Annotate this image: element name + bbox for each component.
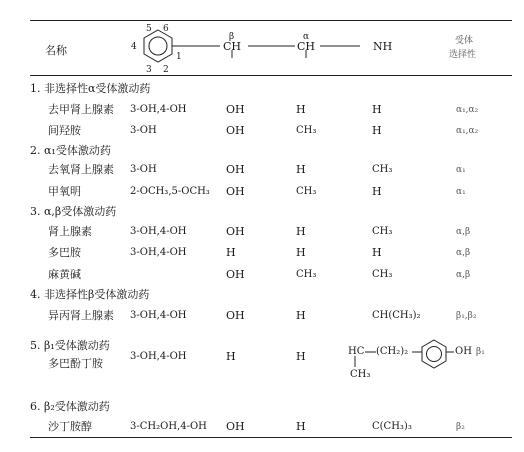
beta-position-label: β [229, 32, 235, 42]
drug-name: 异丙肾上腺素 [48, 309, 114, 322]
drug-name: 去氧肾上腺素 [48, 163, 114, 176]
alpha-substituent: H [296, 163, 306, 176]
receptor-selectivity: β₁,β₂ [456, 311, 477, 321]
header-selectivity-line1: 受体 [455, 36, 474, 46]
ring-number-5: 5 [146, 24, 152, 34]
receptor-selectivity: α₁ [456, 187, 466, 197]
alpha-position-label: α [303, 32, 310, 42]
alpha-substituent: H [296, 103, 306, 116]
amine-substituent: CH₃ [372, 269, 393, 280]
beta-substituent: OH [226, 309, 245, 322]
ring-substituent: 3-CH₂OH,4-OH [130, 421, 207, 432]
drug-name: 甲氧明 [48, 185, 81, 198]
receptor-selectivity: α₁,α₂ [456, 126, 479, 136]
dobutamine-hc-group: HC [348, 346, 365, 357]
drug-name: 麻黄碱 [48, 268, 81, 281]
amine-substituent: C(CH₃)₃ [372, 421, 412, 432]
ring-number-6: 6 [163, 24, 169, 34]
beta-substituent: OH [226, 103, 245, 116]
beta-substituent: OH [226, 185, 245, 198]
receptor-selectivity: β₂ [456, 422, 465, 432]
alpha-substituent: H [296, 225, 306, 238]
section-title: 5. β₁受体激动药 [30, 339, 110, 352]
beta-substituent: H [226, 246, 236, 259]
amine-substituent: CH₃ [372, 164, 393, 175]
amine-substituent: H [372, 185, 382, 198]
alpha-substituent: CH₃ [296, 269, 317, 280]
ring-substituent: 3-OH,4-OH [130, 104, 187, 115]
alpha-carbon-group: CH [297, 40, 316, 53]
ring-substituent: 3-OH [130, 164, 157, 175]
amine-substituent: CH(CH₃)₂ [372, 310, 421, 321]
beta-substituent: OH [226, 225, 245, 238]
receptor-selectivity: α,β [456, 227, 471, 237]
alpha-substituent: H [296, 420, 306, 433]
drug-name: 去甲肾上腺素 [48, 103, 114, 116]
beta-substituent: OH [226, 163, 245, 176]
dobutamine-phenyl-structure [340, 330, 470, 380]
header-name-column: 名称 [45, 44, 67, 57]
beta-substituent: OH [226, 268, 245, 281]
receptor-selectivity: α₁,α₂ [456, 105, 479, 115]
drug-name: 多巴胺 [48, 246, 81, 259]
alpha-substituent: CH₃ [296, 186, 317, 197]
section-title: 3. α,β受体激动药 [30, 205, 117, 218]
drug-name: 间羟胺 [48, 124, 81, 137]
receptor-selectivity: β₁ [476, 347, 485, 357]
drug-name: 沙丁胺醇 [48, 420, 92, 433]
ring-substituent: 2-OCH₃,5-OCH₃ [130, 186, 210, 197]
beta-substituent: OH [226, 420, 245, 433]
beta-carbon-group: CH [223, 40, 242, 53]
section-title: 2. α₁受体激动药 [30, 144, 111, 157]
ring-substituent: 3-OH,4-OH [130, 351, 187, 362]
section-title: 1. 非选择性α受体激动药 [30, 82, 151, 95]
drug-name: 肾上腺素 [48, 225, 92, 238]
ring-number-1: 1 [176, 52, 182, 62]
section-title: 4. 非选择性β受体激动药 [30, 288, 150, 301]
header-selectivity-line2: 选择性 [449, 50, 477, 60]
amine-substituent: H [372, 103, 382, 116]
alpha-substituent: CH₃ [296, 125, 317, 136]
section-title: 6. β₂受体激动药 [30, 400, 110, 413]
alpha-substituent: H [296, 246, 306, 259]
alpha-substituent: H [296, 350, 306, 363]
amine-substituent: CH₃ [372, 226, 393, 237]
ring-number-3: 3 [146, 65, 152, 75]
ring-number-4: 4 [131, 42, 137, 52]
ring-substituent: 3-OH,4-OH [130, 310, 187, 321]
receptor-selectivity: α,β [456, 248, 471, 258]
receptor-selectivity: α₁ [456, 165, 466, 175]
ring-substituent: 3-OH,4-OH [130, 226, 187, 237]
dobutamine-methyl-group: CH₃ [350, 369, 371, 380]
amine-substituent: H [372, 124, 382, 137]
amine-group: NH [373, 40, 393, 53]
ring-substituent: 3-OH [130, 125, 157, 136]
ring-number-2: 2 [163, 65, 169, 75]
drug-name: 多巴酚丁胺 [48, 357, 103, 370]
dobutamine-chain-group: (CH₂)₂ [376, 346, 409, 357]
beta-substituent: H [226, 350, 236, 363]
dobutamine-oh-group: OH [455, 346, 472, 357]
receptor-selectivity: α,β [456, 270, 471, 280]
beta-substituent: OH [226, 124, 245, 137]
table-bottom-rule [30, 437, 512, 438]
table-top-rule [30, 20, 512, 21]
alpha-substituent: H [296, 309, 306, 322]
amine-substituent: H [372, 246, 382, 259]
ring-substituent: 3-OH,4-OH [130, 247, 187, 258]
